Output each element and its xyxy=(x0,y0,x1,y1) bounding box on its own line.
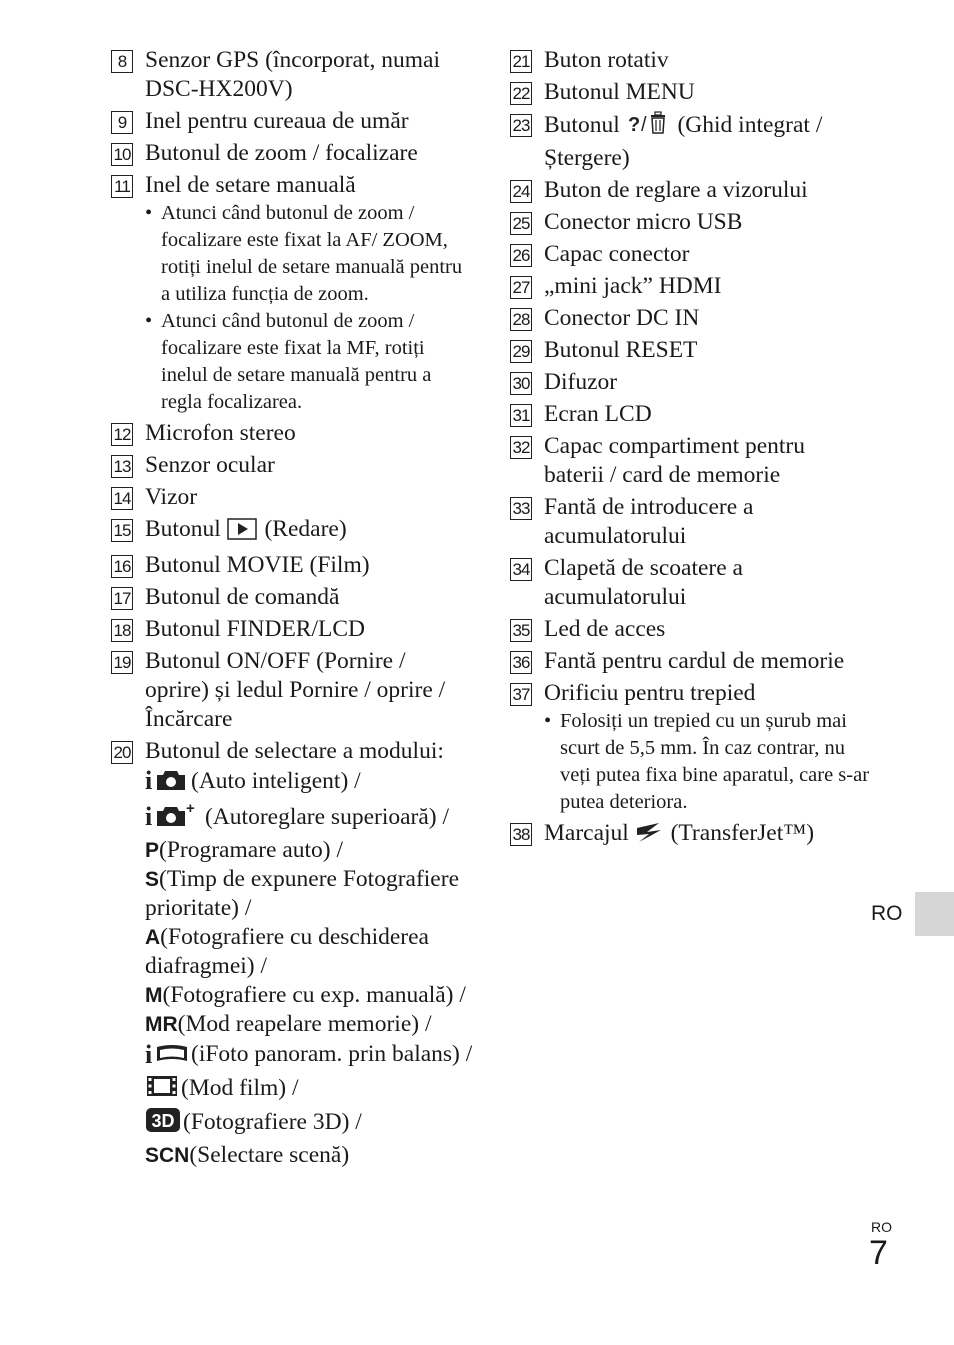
item-number-box: 13 xyxy=(111,455,133,478)
mode-entry xyxy=(145,800,473,836)
mode-dial-symbol: SCN xyxy=(145,1144,190,1167)
item-label: Buton rotativ xyxy=(544,47,669,73)
item-number-box: 14 xyxy=(111,487,133,510)
sweep-panorama-icon xyxy=(145,1039,189,1073)
item-label-suffix: (TransferJet™) xyxy=(670,820,815,846)
item-label: Capac conector xyxy=(544,241,690,267)
mode-description: (Programare auto) / xyxy=(159,837,344,863)
list-item xyxy=(510,46,870,75)
mode-description: (Selectare scenă) xyxy=(189,1142,350,1168)
item-label: Butonul MOVIE (Film) xyxy=(145,552,370,578)
item-label: Led de acces xyxy=(544,616,666,642)
item-number-box: 33 xyxy=(510,497,532,520)
mode-description: (iFoto panoram. prin balans) / xyxy=(191,1041,473,1067)
mode-list xyxy=(145,766,473,1170)
list-item xyxy=(510,400,870,429)
list-item xyxy=(510,493,870,551)
play-icon xyxy=(227,518,257,548)
item-label: Butonul de zoom / focalizare xyxy=(145,140,418,166)
item-label: Butonul de selectare a modului: xyxy=(145,738,444,764)
list-item xyxy=(111,737,473,1170)
list-item xyxy=(510,647,870,676)
item-number-box: 12 xyxy=(111,423,133,446)
mode-entry xyxy=(145,1107,473,1141)
page-language-label: RO xyxy=(871,1219,892,1235)
item-number-box: 36 xyxy=(510,651,532,674)
item-label-suffix: (Redare) xyxy=(264,516,347,542)
item-number-box: 11 xyxy=(111,175,133,198)
note-bullet: • Folosiți un trepied cu un șurub mai scurt de 5,5 mm. În caz contrar, nu veți putea fixa bine aparatul, care s-ar putea deteriora. xyxy=(544,708,870,816)
language-tab: RO xyxy=(871,902,903,925)
note-bullet: • Atunci când butonul de zoom / focalizare este fixat la MF, rotiți inelul de setare manuală pentru a regla focalizarea. xyxy=(145,308,473,416)
list-item xyxy=(111,419,473,448)
list-item xyxy=(510,432,870,490)
mode-entry xyxy=(145,981,473,1010)
item-label: Butonul de comandă xyxy=(145,584,340,610)
list-item xyxy=(510,679,870,816)
item-label: Capac compartiment pentru baterii / card de memorie xyxy=(544,433,806,488)
item-label: Inel pentru cureaua de umăr xyxy=(145,108,409,134)
mode-entry xyxy=(145,836,473,865)
list-item xyxy=(111,615,473,644)
mode-entry xyxy=(145,1073,473,1107)
item-number-box: 27 xyxy=(510,276,532,299)
mode-description: (Mod film) / xyxy=(181,1075,299,1101)
mode-dial-symbol: MR xyxy=(145,1013,178,1036)
mode-entry xyxy=(145,1039,473,1073)
page-number: 7 xyxy=(869,1234,888,1272)
list-item xyxy=(510,240,870,269)
mode-description: (Fotografiere cu deschiderea diafragmei) / xyxy=(145,924,429,979)
item-label: Butonul FINDER/LCD xyxy=(145,616,366,642)
item-label: Senzor GPS (încorporat, numai DSC-HX200V) xyxy=(145,47,441,102)
transferjet-icon xyxy=(635,820,663,852)
left-column xyxy=(111,46,473,1173)
mode-description: (Timp de expunere Fotografiere prioritate) / xyxy=(145,866,459,921)
list-item xyxy=(111,171,473,416)
item-number-box: 35 xyxy=(510,619,532,642)
mode-dial-symbol: P xyxy=(145,839,160,862)
item-label: Ecran LCD xyxy=(544,401,652,427)
svg-text:+: + xyxy=(186,800,195,817)
item-label: Orificiu pentru trepied xyxy=(544,680,756,706)
list-item xyxy=(111,107,473,136)
movie-mode-icon xyxy=(145,1073,179,1107)
list-item xyxy=(510,78,870,107)
mode-description: (Autoreglare superioară) / xyxy=(205,804,450,830)
mode-dial-symbol: A xyxy=(145,926,161,949)
note-list xyxy=(544,708,870,816)
note-list xyxy=(145,200,473,416)
list-item xyxy=(111,139,473,168)
help-trash-icon xyxy=(626,110,670,144)
svg-text:i: i xyxy=(145,1040,153,1065)
right-column xyxy=(510,46,870,855)
item-number-box: 8 xyxy=(111,50,133,73)
item-label: Butonul ON/OFF (Pornire / oprire) și ledul Pornire / oprire / Încărcare xyxy=(145,648,446,732)
item-number-box: 37 xyxy=(510,683,532,706)
list-item xyxy=(510,336,870,365)
item-label: Butonul xyxy=(544,112,620,138)
item-label: Microfon stereo xyxy=(145,420,296,446)
svg-text:?: ? xyxy=(627,114,640,136)
list-item xyxy=(510,368,870,397)
mode-entry xyxy=(145,766,473,800)
item-number-box: 28 xyxy=(510,308,532,331)
item-label: Senzor ocular xyxy=(145,452,275,478)
svg-text:i: i xyxy=(145,766,153,792)
mode-dial-symbol: S xyxy=(145,868,160,891)
item-number-box: 30 xyxy=(510,372,532,395)
list-item xyxy=(111,451,473,480)
note-bullet: • Atunci când butonul de zoom / focalizare este fixat la AF/ ZOOM, rotiți inelul de setare manuală pentru a utiliza funcția de zoom. xyxy=(145,200,473,308)
item-number-box: 16 xyxy=(111,555,133,578)
item-number-box: 34 xyxy=(510,558,532,581)
list-item xyxy=(510,208,870,237)
item-label: Conector micro USB xyxy=(544,209,743,235)
item-label: Buton de reglare a vizorului xyxy=(544,177,808,203)
item-label: Conector DC IN xyxy=(544,305,700,331)
item-number-box: 32 xyxy=(510,436,532,459)
item-number-box: 38 xyxy=(510,823,532,846)
item-number-box: 20 xyxy=(111,741,133,764)
item-label: Clapetă de scoatere a acumulatorului xyxy=(544,555,743,610)
mode-description: (Mod reapelare memorie) / xyxy=(177,1011,432,1037)
item-number-box: 22 xyxy=(510,82,532,105)
item-number-box: 15 xyxy=(111,519,133,542)
item-number-box: 24 xyxy=(510,180,532,203)
item-label: Butonul RESET xyxy=(544,337,698,363)
mode-entry xyxy=(145,923,473,981)
list-item xyxy=(111,647,473,734)
list-item xyxy=(111,583,473,612)
svg-text:i: i xyxy=(145,802,153,828)
item-number-box: 26 xyxy=(510,244,532,267)
item-label: Marcajul xyxy=(544,820,629,846)
mode-description: (Fotografiere cu exp. manuală) / xyxy=(162,982,466,1008)
mode-entry xyxy=(145,1141,473,1170)
item-number-box: 29 xyxy=(510,340,532,363)
item-label: Butonul xyxy=(145,516,221,542)
item-number-box: 23 xyxy=(510,114,532,137)
list-item xyxy=(510,554,870,612)
item-number-box: 18 xyxy=(111,619,133,642)
item-number-box: 10 xyxy=(111,143,133,166)
list-item xyxy=(510,272,870,301)
svg-text:/: / xyxy=(640,114,647,136)
3d-icon-label: 3D xyxy=(151,1111,175,1131)
list-item xyxy=(510,176,870,205)
item-number-box: 17 xyxy=(111,587,133,610)
item-number-box: 19 xyxy=(111,651,133,674)
mode-description: (Auto inteligent) / xyxy=(191,768,361,794)
list-item xyxy=(510,304,870,333)
list-item xyxy=(510,819,870,852)
item-label: „mini jack” HDMI xyxy=(544,273,722,299)
item-label: Butonul MENU xyxy=(544,79,695,105)
item-number-box: 31 xyxy=(510,404,532,427)
mode-description: (Fotografiere 3D) / xyxy=(183,1109,362,1135)
mode-entry xyxy=(145,865,473,923)
intelligent-auto-icon xyxy=(145,766,189,800)
item-label: Vizor xyxy=(145,484,198,510)
superior-auto-icon xyxy=(145,800,203,836)
mode-entry xyxy=(145,1010,473,1039)
item-label: Fantă de introducere a acumulatorului xyxy=(544,494,754,549)
item-label: Inel de setare manuală xyxy=(145,172,356,198)
list-item xyxy=(111,483,473,512)
item-number-box: 9 xyxy=(111,111,133,134)
item-label-suffix: (Ghid integrat / Ștergere) xyxy=(544,112,823,171)
3d-icon xyxy=(145,1107,181,1141)
item-label: Difuzor xyxy=(544,369,618,395)
list-item xyxy=(510,615,870,644)
list-item xyxy=(111,551,473,580)
item-number-box: 25 xyxy=(510,212,532,235)
item-label: Fantă pentru cardul de memorie xyxy=(544,648,845,674)
item-number-box: 21 xyxy=(510,50,532,73)
list-item xyxy=(510,110,870,173)
section-tab-marker xyxy=(915,892,954,936)
mode-dial-symbol: M xyxy=(145,984,163,1007)
list-item xyxy=(111,515,473,548)
list-item xyxy=(111,46,473,104)
